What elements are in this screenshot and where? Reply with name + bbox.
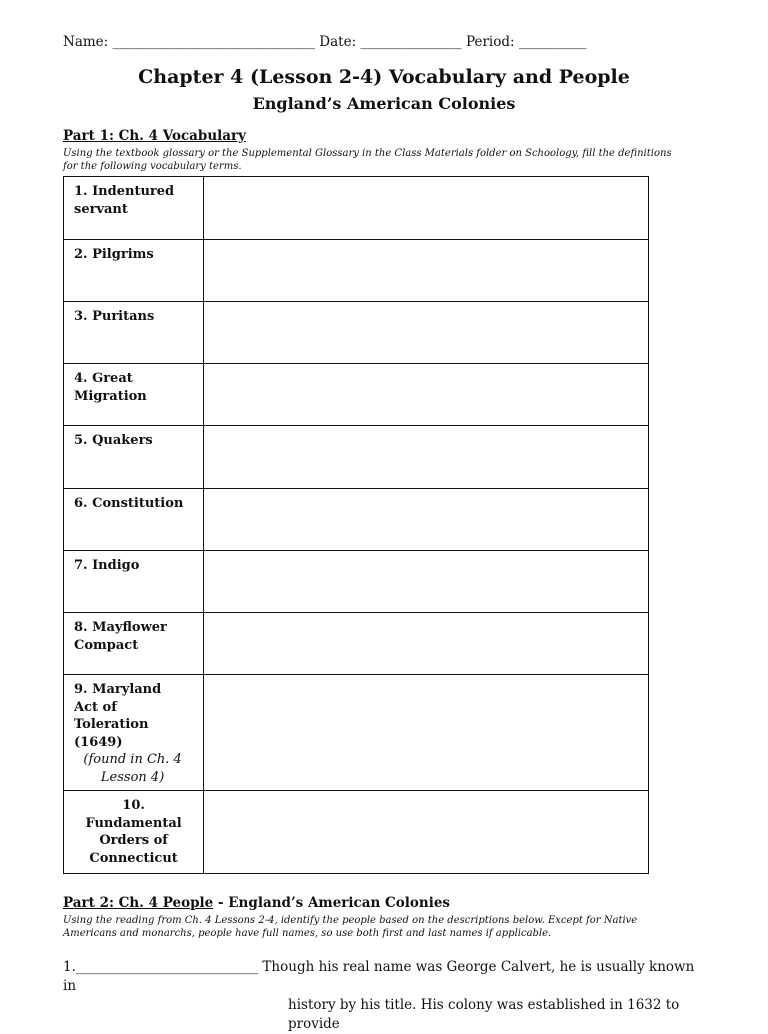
vocab-definition-cell[interactable] xyxy=(204,426,649,489)
vocab-term-cell xyxy=(64,613,204,675)
vocab-row xyxy=(64,791,649,874)
people-item-clue-line1: Though his real name was George Calvert, he is usually known in xyxy=(63,959,695,994)
vocab-term-cell xyxy=(64,426,204,489)
vocab-definition-cell[interactable] xyxy=(204,240,649,302)
vocab-term: 3. Puritans xyxy=(74,309,155,324)
part2-heading xyxy=(63,895,450,911)
vocab-definition-cell[interactable] xyxy=(204,364,649,426)
vocab-term: 6. Constitution xyxy=(74,496,184,511)
vocab-term-cell xyxy=(64,675,204,791)
vocab-row xyxy=(64,240,649,302)
vocab-term: 8. Mayflower Compact xyxy=(74,620,167,653)
vocab-term-cell xyxy=(64,240,204,302)
vocab-row xyxy=(64,364,649,426)
vocab-definition-cell[interactable] xyxy=(204,675,649,791)
vocab-term: 9. Maryland Act of Toleration (1649) xyxy=(74,682,162,750)
vocab-term: 4. Great Migration xyxy=(74,371,147,404)
vocabulary-table xyxy=(63,176,649,874)
part2-instructions: Using the reading from Ch. 4 Lessons 2-4, identify the people based on the descriptions below. Except for Native Americans and monarchs, people have full names, so use both first and last names if applicable. xyxy=(63,915,638,939)
people-item xyxy=(63,958,703,1034)
vocab-row xyxy=(64,177,649,240)
vocab-term: 7. Indigo xyxy=(74,558,140,573)
date-field-label[interactable]: Date: _______________ xyxy=(319,34,462,50)
name-field-label[interactable]: Name: ______________________________ xyxy=(63,34,315,50)
part2-heading-underlined: Part 2: Ch. 4 People xyxy=(63,895,214,911)
people-item-answer-blank[interactable]: 1.___________________________ xyxy=(63,959,259,975)
page-title: Chapter 4 (Lesson 2-4) Vocabulary and People xyxy=(138,66,630,88)
vocab-row xyxy=(64,675,649,791)
part1-heading-text: Part 1: Ch. 4 Vocabulary xyxy=(63,128,247,144)
people-item-clue-line2: history by his title. His colony was established in 1632 to provide xyxy=(288,997,680,1032)
vocab-definition-cell[interactable] xyxy=(204,177,649,240)
vocab-term: 10. Fundamental Orders of Connecticut xyxy=(85,798,182,866)
vocab-term: 5. Quakers xyxy=(74,433,153,448)
period-field-label[interactable]: Period: __________ xyxy=(465,34,587,50)
vocab-definition-cell[interactable] xyxy=(204,613,649,675)
header-fields xyxy=(63,34,586,50)
vocab-term: 2. Pilgrims xyxy=(74,247,154,262)
vocab-term-cell xyxy=(64,489,204,551)
vocab-row xyxy=(64,551,649,613)
vocab-definition-cell[interactable] xyxy=(204,489,649,551)
vocab-row xyxy=(64,613,649,675)
vocab-term-cell xyxy=(64,302,204,364)
vocab-row xyxy=(64,302,649,364)
vocab-term-cell xyxy=(64,551,204,613)
vocab-term-cell xyxy=(64,791,204,874)
part1-instructions: Using the textbook glossary or the Supplemental Glossary in the Class Materials folder on Schoology, fill the definitions for the following vocabulary terms. xyxy=(63,148,672,172)
vocab-definition-cell[interactable] xyxy=(204,791,649,874)
vocab-term-cell xyxy=(64,177,204,240)
vocab-term-note: (found in Ch. 4 Lesson 4) xyxy=(83,752,182,785)
vocab-row xyxy=(64,426,649,489)
vocab-row xyxy=(64,489,649,551)
part2-heading-rest: - England’s American Colonies xyxy=(213,895,451,911)
vocab-definition-cell[interactable] xyxy=(204,302,649,364)
part1-heading xyxy=(63,128,246,144)
vocab-definition-cell[interactable] xyxy=(204,551,649,613)
page-subtitle: England’s American Colonies xyxy=(252,94,516,113)
vocab-term-cell xyxy=(64,364,204,426)
vocab-term: 1. Indentured servant xyxy=(74,184,175,217)
